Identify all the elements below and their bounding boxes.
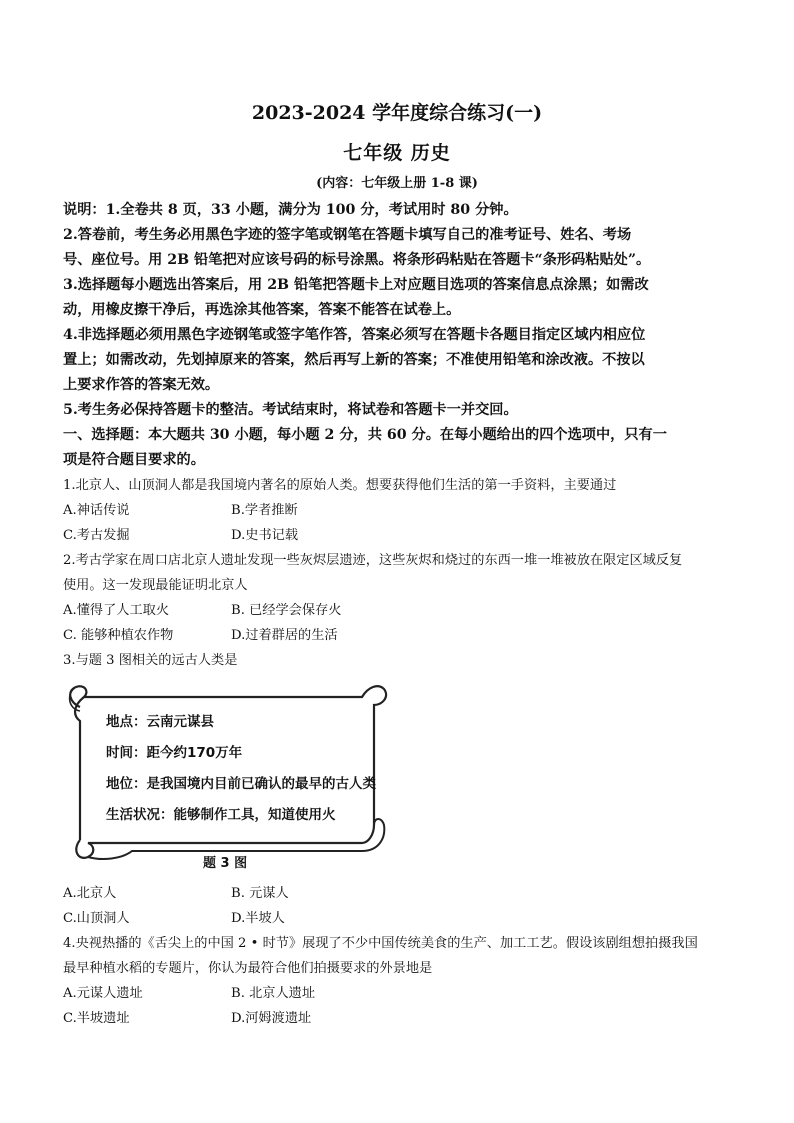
section-heading: 项是符合题目要求的。 <box>63 452 205 468</box>
instruction-line: 说明：1.全卷共 8 页，33 小题，满分为 100 分，考试用时 80 分钟。 <box>63 202 518 218</box>
instruction-line: 2.答卷前，考生务必用黑色字迹的签字笔或钢笔在答题卡填写自己的准考证号、姓名、考场 <box>63 227 632 243</box>
q2-option-a: A.懂得了人工取火 <box>63 603 170 618</box>
instruction-line: 4.非选择题必须用黑色字迹钢笔或签字笔作答，答案必须写在答题卡各题目指定区域内相应位 <box>63 327 646 343</box>
scroll-line-status: 地位：是我国境内目前已确认的最早的古人类 <box>106 776 376 792</box>
q3-option-d: D.半坡人 <box>231 911 285 926</box>
question-4-stem: 最早种植水稻的专题片，你认为最符合他们拍摄要求的外景地是 <box>63 961 433 976</box>
instruction-line: 动，用橡皮擦干净后，再选涂其他答案，答案不能答在试卷上。 <box>63 302 461 318</box>
instruction-line: 5.考生务必保持答题卡的整洁。考试结束时，将试卷和答题卡一并交回。 <box>63 402 518 418</box>
question-2-stem: 使用。这一发现最能证明北京人 <box>63 578 248 593</box>
question-3-stem: 3.与题 3 图相关的远古人类是 <box>63 653 238 668</box>
q2-option-d: D.过着群居的生活 <box>231 628 338 643</box>
instruction-line: 置上；如需改动，先划掉原来的答案，然后再写上新的答案；不准使用铅笔和涂改液。不按以 <box>63 352 645 368</box>
q4-option-d: D.河姆渡遗址 <box>231 1011 312 1026</box>
scroll-line-location: 地点：云南元谋县 <box>106 714 214 730</box>
exam-scope: (内容：七年级上册 1-8 课) <box>316 176 478 191</box>
exam-subtitle: 七年级 历史 <box>343 142 451 164</box>
q2-option-c: C. 能够种植农作物 <box>63 628 174 643</box>
q1-option-d: D.史书记载 <box>231 528 299 543</box>
q3-option-a: A.北京人 <box>63 886 117 901</box>
q1-option-c: C.考古发掘 <box>63 528 130 543</box>
figure-caption: 题 3 图 <box>203 856 248 871</box>
q4-option-a: A.元谋人遗址 <box>63 986 143 1001</box>
q2-option-b: B. 已经学会保存火 <box>231 603 342 618</box>
question-4-stem: 4.央视热播的《舌尖上的中国 2 • 时节》展现了不少中国传统美食的生产、加工工艺。假设该剧组想拍摄我国 <box>63 936 698 951</box>
section-heading: 一、选择题：本大题共 30 小题，每小题 2 分，共 60 分。在每小题给出的四个选项中，只有一 <box>63 427 667 443</box>
instruction-line: 号、座位号。用 2B 铅笔把对应该号码的标号涂黑。将条形码粘贴在答题卡“条形码粘贴处”。 <box>63 252 651 268</box>
q3-option-b: B. 元谋人 <box>231 886 289 901</box>
q1-option-a: A.神话传说 <box>63 503 130 518</box>
scroll-line-time: 时间：距今约170万年 <box>106 745 243 761</box>
instruction-line: 3.选择题每小题选出答案后，用 2B 铅笔把答题卡上对应题目选项的答案信息点涂黑；如需改 <box>63 277 649 293</box>
exam-title: 2023-2024 学年度综合练习(一) <box>251 102 543 124</box>
q1-option-b: B.学者推断 <box>231 503 298 518</box>
q4-option-c: C.半坡遗址 <box>63 1011 130 1026</box>
q3-option-c: C.山顶洞人 <box>63 911 130 926</box>
q4-option-b: B. 北京人遗址 <box>231 986 316 1001</box>
question-2-stem: 2.考古学家在周口店北京人遗址发现一些灰烬层遗迹，这些灰烬和烧过的东西一堆一堆被放在限定区域反复 <box>63 553 683 568</box>
question-1-stem: 1.北京人、山顶洞人都是我国境内著名的原始人类。想要获得他们生活的第一手资料，主要通过 <box>63 478 617 493</box>
scroll-line-life: 生活状况：能够制作工具，知道使用火 <box>106 807 336 823</box>
instruction-line: 上要求作答的答案无效。 <box>63 377 220 393</box>
